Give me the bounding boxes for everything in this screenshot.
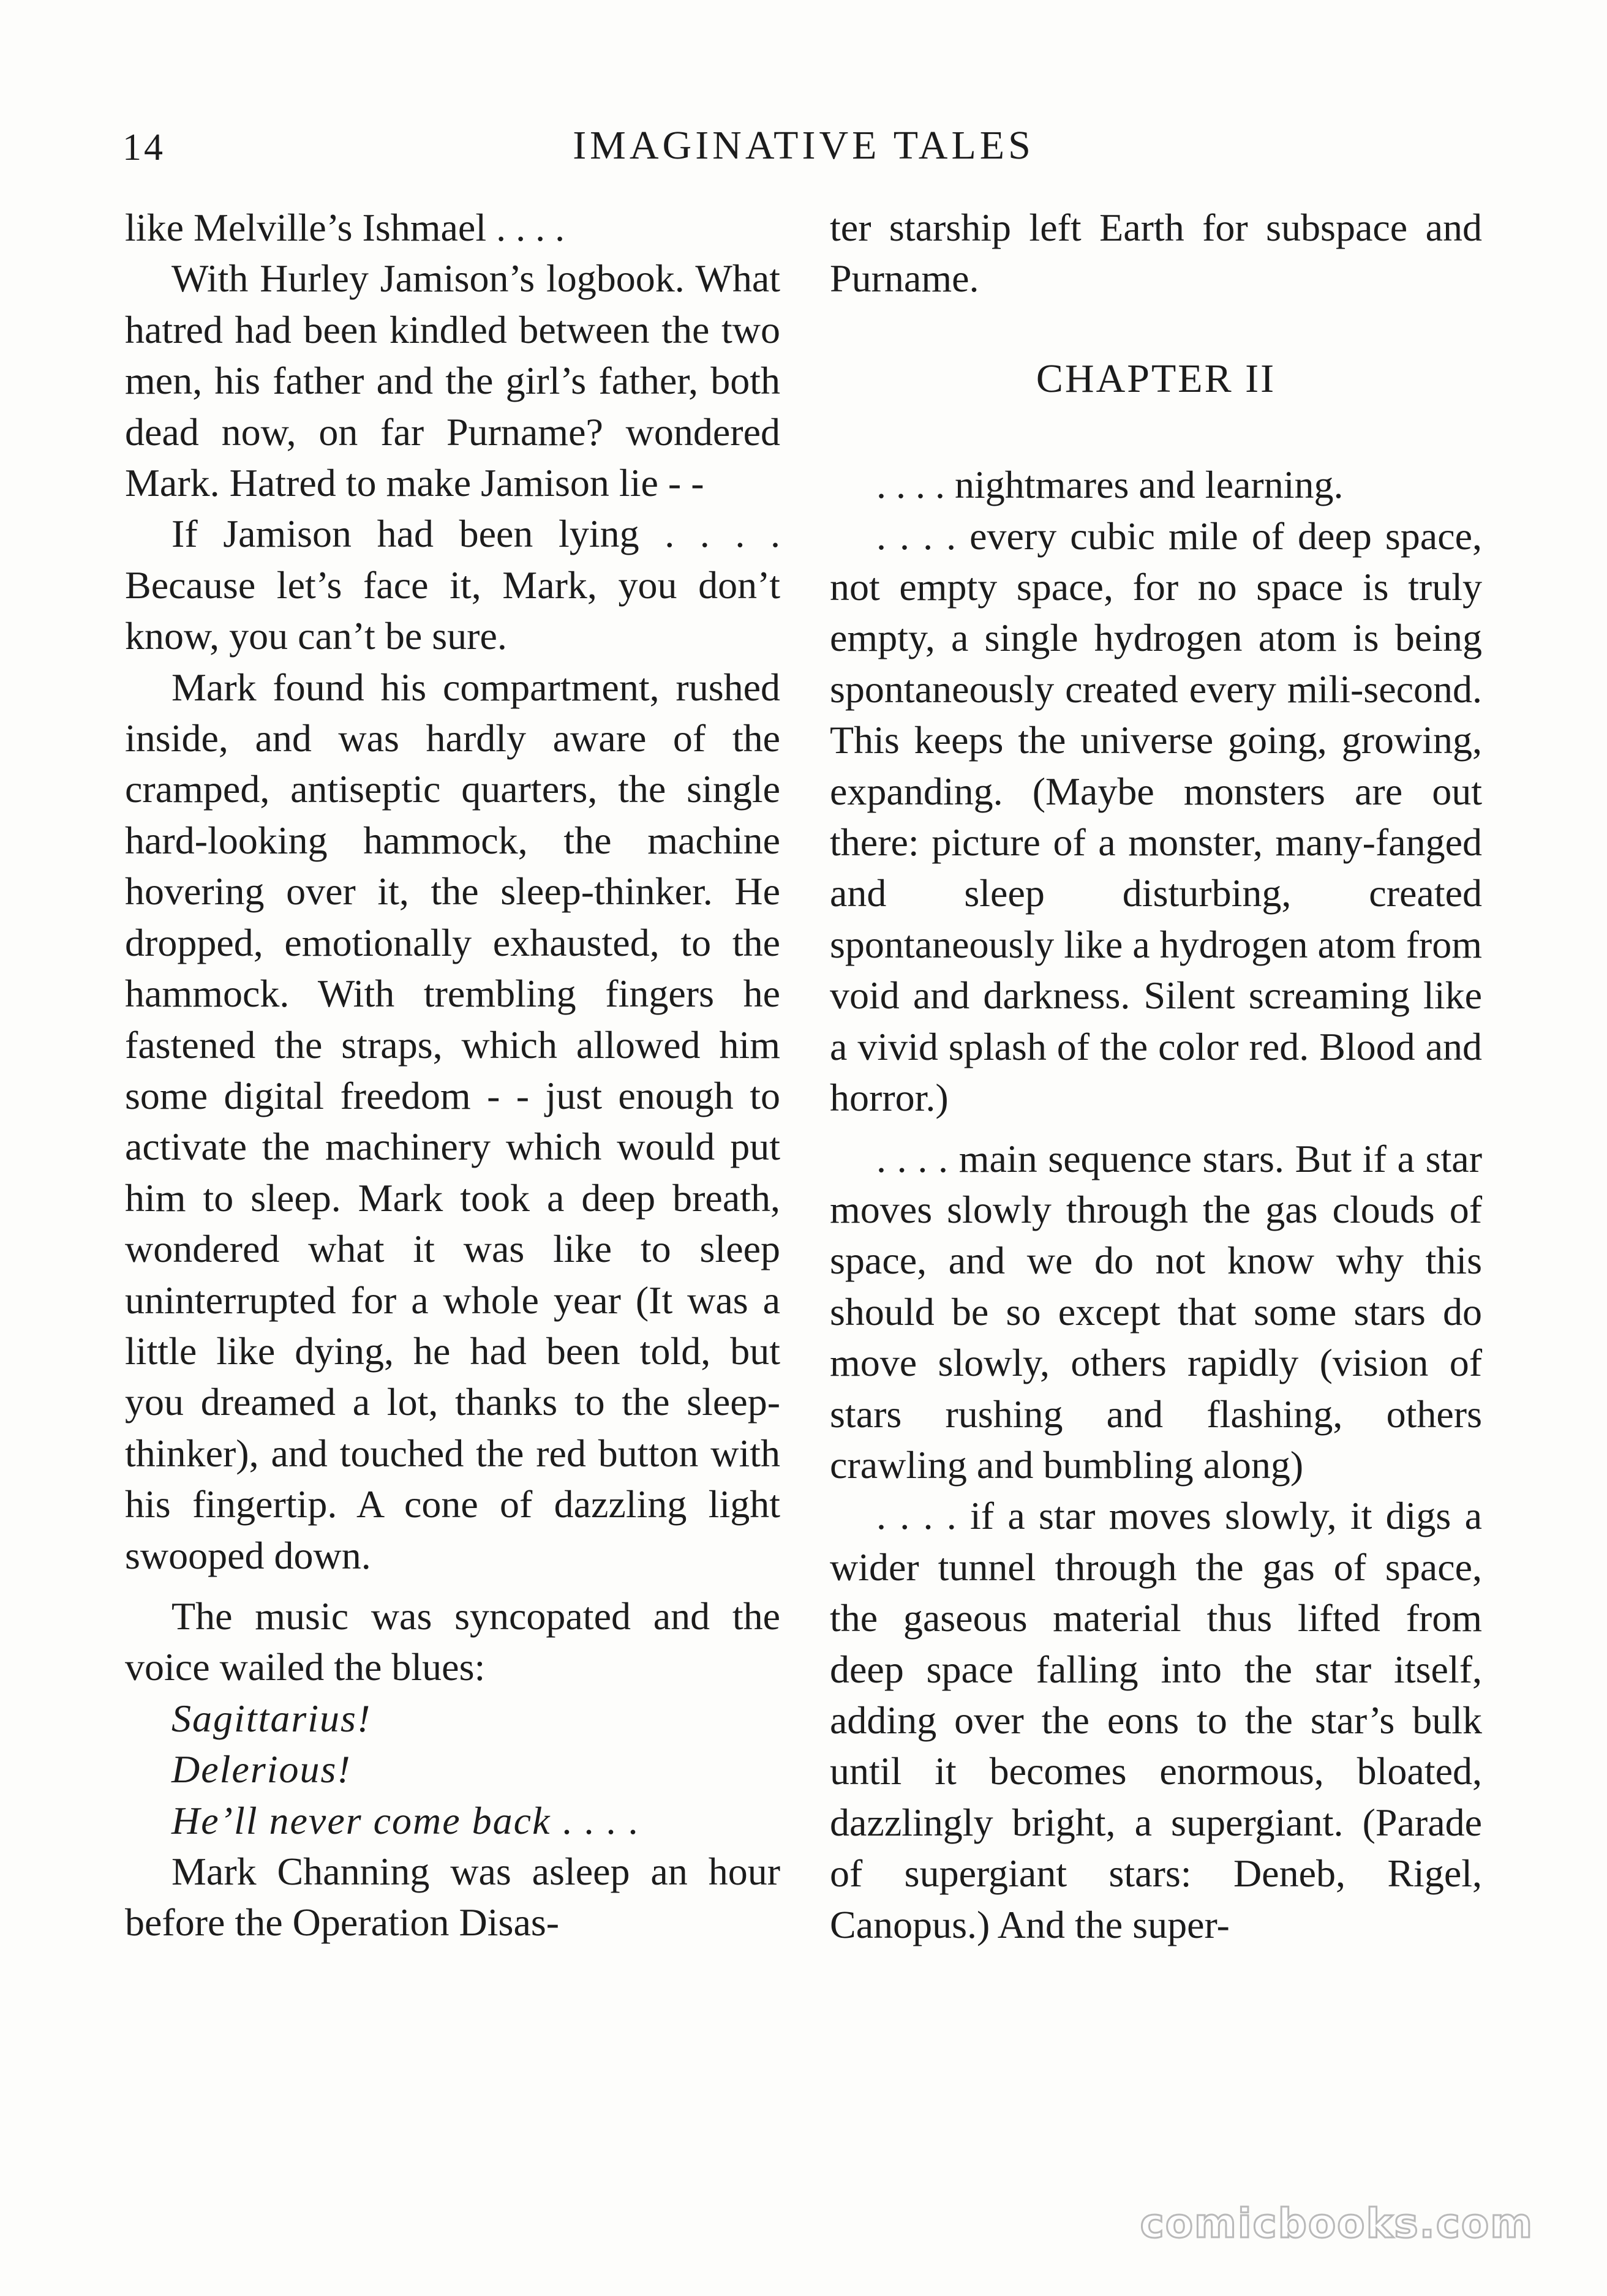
paragraph: If Jamison had been lying . . . . Because let’s face it, Mark, you don’t know, you can’t be sure. [125,512,780,658]
paragraph: . . . . every cubic mile of deep space, not empty space, for no space is truly empty, a single hydrogen atom is being spontaneously created every mili-second. This keeps the universe going, growing, expanding. (Maybe monsters are out there: picture of a monster, many-fanged and sleep disturbing, created spontaneously like a hydrogen atom from void and darkness. Silent screaming like a vivid splash of the color red. Blood and horror.) [830,514,1482,1120]
song-verse [125,1693,780,1846]
paragraph: Mark Channing was asleep an hour before the Operation Disas- [125,1850,780,1945]
verse-line: Sagittarius! [171,1696,372,1740]
paragraph: The music was syncopated and the voice wailed the blues: [125,1594,780,1689]
paragraph: like Melville’s Ishmael . . . . [125,206,565,249]
left-column [125,202,780,1948]
running-head: IMAGINATIVE TALES [573,123,1034,168]
chapter-heading: CHAPTER II [1036,356,1276,401]
paragraph: ter starship left Earth for subspace and Purname. [830,206,1482,301]
page-number: 14 [122,127,165,168]
ellipsis: . . . . [551,1798,639,1842]
verse-line: Delerious! [171,1747,352,1791]
verse-line [125,1795,780,1846]
watermark: comicbooks.com [1140,2200,1534,2247]
paragraph: . . . . main sequence stars. But if a star moves slowly through the gas clouds of space, and we do not know why this should be so except that some stars do move slowly, others rapidly (vision of stars rushing and flashing, others crawling and bumbling along) [830,1136,1482,1487]
paragraph: Mark found his compartment, rushed inside, and was hardly aware of the cramped, antiseptic quarters, the single hard-looking hammock, the machine hovering over it, the sleep-thinker. He dropped, emotionally exhausted, to the hammock. With trembling fingers he fastened the straps, which allowed him some digital freedom - - just enough to activate the machinery which would put him to sleep. Mark took a deep breath, wondered what it was like to sleep uninterrupted for a whole year (It was a little like dying, he had been told, but you dreamed a lot, thanks to the sleep-thinker), and touched the red button with his fingertip. A cone of dazzling light swooped down. [125,665,780,1577]
right-column [830,202,1482,1950]
paragraph: With Hurley Jamison’s logbook. What hatred had been kindled between the two men, his father and the girl’s father, both dead now, on far Purname? wondered Mark. Hatred to make Jamison lie - - [125,257,780,505]
paragraph: . . . . if a star moves slowly, it digs a wider tunnel through the gas of space, the gaseous material thus lifted from deep space falling into the star itself, adding over the eons to the star’s bulk until it becomes enormous, bloated, dazzlingly bright, a supergiant. (Parade of supergiant stars: Deneb, Rigel, Canopus.) And the super- [830,1494,1482,1946]
paragraph: . . . . nightmares and learning. [876,463,1344,507]
verse-text: He’ll never come back [171,1798,551,1842]
